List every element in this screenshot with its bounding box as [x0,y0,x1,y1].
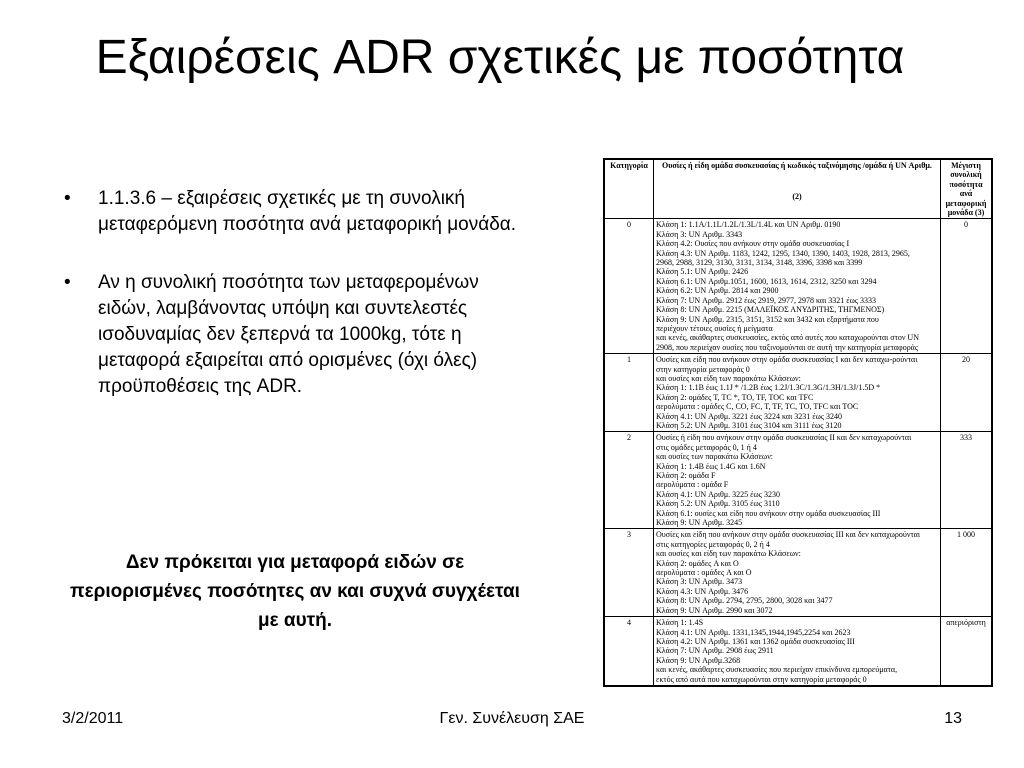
table-cell-max-quantity: απεριόριστη [941,617,993,686]
table-row [604,617,992,686]
table-cell-line: και ουσίες και είδη των παρακάτω Κλάσεων: [656,373,801,383]
bullet-text: 1.1.3.6 – εξαιρέσεις σχετικές με τη συνολική μεταφερόμενη ποσότητα ανά μεταφορική μονάδα. [98,188,517,235]
footer-title: Γεν. Συνέλευση ΣΑΕ [439,710,585,727]
table-header-row [604,159,992,219]
table-cell-substances [654,354,941,432]
table-cell-category: 3 [604,529,654,617]
table-cell-line: και κενές, ακάθαρτες συσκευασίες, εκτός από αυτές που καταχωρούνται στον UN [656,333,919,343]
table-cell-substances [654,432,941,529]
table-cell-line: Κλάση 1: 1.1A/1.1L/1.2L/1.3L/1.4L και UN Αριθμ. 0190 [656,220,841,230]
table-body [604,219,992,686]
table-cell-substances [654,529,941,617]
table-cell-line: Κλάση 4.1: UN Αριθμ. 1331,1345,1944,1945,2254 και 2623 [656,627,851,637]
table-cell-line: αερολύματα : ομάδες C, CO, FC, T, TF, TC, TO, TFC και TOC [656,402,859,412]
table-cell-line: Κλάση 9: UN Αριθμ. 2315, 3151, 3152 και 3432 και εξαρτήματα που [656,314,879,324]
table-cell-line: 2908, που περιείχαν ουσίες που ταξινομούνται σε αυτή την κατηγορία μεταφοράς [656,342,919,352]
adr-quantity-table [603,158,993,687]
table-cell-line: στην κατηγορία μεταφοράς 0 [656,364,750,374]
table-cell-line: Κλάση 5.2: UN Αριθμ. 3105 έως 3110 [656,499,780,509]
table-cell-line: Κλάση 9: UN Αριθμ. 2990 και 3072 [656,605,773,615]
table-cell-line: στις κατηγορίες μεταφοράς 0, 2 ή 4 [656,539,770,549]
bullet-list [64,186,524,432]
bullet-item [64,270,524,400]
header-category: Κατηγορία [604,159,654,219]
table-cell-line: Κλάση 8: UN Αριθμ. 2794, 2795, 2800, 3028 και 3477 [656,596,833,606]
table-cell-line: και ουσίες των παρακάτω Κλάσεων: [656,452,774,462]
table-cell-line: Κλάση 3: UN Αριθμ. 3473 [656,577,743,587]
table-cell-category: 2 [604,432,654,529]
table-cell-line: Κλάση 2: ομάδα F [656,471,716,480]
header-substances-text: Ουσίες ή είδη ομάδα συσκευασίας ή κωδικός ταξινόμησης /ομάδα ή UN Αριθμ. [662,161,932,170]
table-cell-line: εκτός από αυτά που καταχωρούνται στην κατηγορία μεταφοράς 0 [656,674,867,684]
table-cell-line: Κλάση 6.1: ουσίες και είδη που ανήκουν στην ομάδα συσκευασίας III [656,508,881,518]
footer-page-number: 13 [944,710,962,727]
table-cell-line: Κλάση 9: UN Αριθμ. 3245 [656,518,743,528]
table-cell-line: Κλάση 1: 1.4B έως 1.4G και 1.6N [656,461,766,471]
table-cell-line: Κλάση 4.1: UN Αριθμ. 3221 έως 3224 και 3231 έως 3240 [656,411,843,421]
table-cell-line: Ουσίες ή είδη που ανήκουν στην ομάδα συσκευασίας II και δεν καταχωρούνται [656,433,912,443]
table-cell-line: Κλάση 7: UN Αριθμ. 2912 έως 2919, 2977, 2978 και 3321 έως 3333 [656,295,877,305]
table-cell-line: Κλάση 6.1: UN Αριθμ.1051, 1600, 1613, 1614, 2312, 3250 και 3294 [656,276,877,286]
table-cell-max-quantity: 0 [941,219,993,354]
table-cell-line: αερολύματα : ομάδες A και O [656,568,752,578]
emphasis-note: Δεν πρόκειται για μεταφορά ειδών σε περιορισμένες ποσότητες αν και συχνά συγχέεται με αυτή. [70,552,520,631]
table-cell-line: Κλάση 6.2: UN Αριθμ. 2814 και 2900 [656,286,779,296]
table-cell-line: Ουσίες και είδη που ανήκουν στην ομάδα συσκευασίας I και δεν καταχω-ρούνται [656,355,918,365]
table-cell-substances [654,617,941,686]
table-cell-line: Κλάση 5.1: UN Αριθμ. 2426 [656,267,749,277]
table-cell-line: Κλάση 5.2: UN Αριθμ. 3101 έως 3104 και 3111 έως 3120 [656,420,842,430]
footer-date: 3/2/2011 [62,710,124,727]
table-cell-line: Κλάση 4.2: Ουσίες που ανήκουν στην ομάδα συσκευασίας I [656,239,850,249]
table-cell-line: Κλάση 7: UN Αριθμ. 2908 έως 2911 [656,646,774,656]
table-row [604,529,992,617]
table-cell-line: Κλάση 2: ομάδες T, TC *, TO, TF, TOC και TFC [656,392,814,402]
table-cell-substances [654,219,941,354]
table-row [604,219,992,354]
table-cell-line: και ουσίες και είδη των παρακάτω Κλάσεων: [656,549,801,559]
table-cell-line: Ουσίες και είδη που ανήκουν στην ομάδα συσκευασίας III και δεν καταχωρούνται [656,530,921,540]
table-cell-category: 1 [604,354,654,432]
table-cell-line: αερολύματα : ομάδα F [656,480,729,490]
bullet-mark: • [64,272,71,293]
table-cell-line: Κλάση 8: UN Αριθμ. 2215 (ΜΑΛΕΪΚΟΣ ΑΝΥΔΡΙΤΗΣ, ΤΗΓΜΕΝΟΣ) [656,305,885,315]
table-cell-max-quantity: 1 000 [941,529,993,617]
table-cell-line: περιέχουν τέτοιες ουσίες ή μείγματα [656,323,773,333]
header-substances-note: (2) [792,192,802,202]
table-cell-line: Κλάση 3: UN Αριθμ. 3343 [656,229,743,239]
slide-title: Εξαιρέσεις ADR σχετικές με ποσότητα [95,31,905,84]
table-cell-line: Κλάση 2: ομάδες A και O [656,558,739,568]
bullet-text: Αν η συνολική ποσότητα των μεταφερομένων ειδών, λαμβάνοντας υπόψη και συντελεστές ισοδυναμίας δεν ξεπερνά τα 1000kg, τότε η μεταφορά εξαιρείται από ορισμένες (όχι όλες) προϋποθέσεις της ADR. [98,272,479,397]
table-cell-max-quantity: 333 [941,432,993,529]
table-cell-max-quantity: 20 [941,354,993,432]
table-cell-line: 2968, 2988, 3129, 3130, 3131, 3134, 3148, 3396, 3398 και 3399 [656,258,863,268]
header-max-quantity: Μέγιστη συνολική ποσότητα ανά μεταφορική μονάδα (3) [941,159,993,219]
table-cell-line: και κενές, ακάθαρτες συσκευασίες που περιείχαν επικίνδυνα εμπορεύματα, [656,665,898,675]
table-cell-line: Κλάση 9: UN Αριθμ.3268 [656,655,741,665]
table-cell-line: Κλάση 4.3: UN Αριθμ. 1183, 1242, 1295, 1340, 1390, 1403, 1928, 2813, 2965, [656,248,910,258]
table-cell-category: 4 [604,617,654,686]
table-cell-line: Κλάση 4.2: UN Αριθμ. 1361 και 1362 ομάδα συσκευασίας III [656,636,855,646]
table-cell-line: Κλάση 4.3: UN Αριθμ. 3476 [656,586,749,596]
bullet-item [64,186,524,238]
table-cell-line: στις ομάδες μεταφοράς 0, 1 ή 4 [656,442,757,452]
table-cell-category: 0 [604,219,654,354]
table-cell-line: Κλάση 4.1: UN Αριθμ. 3225 έως 3230 [656,489,780,499]
table-cell-line: Κλάση 1: 1.1B έως 1.1J * /1.2B έως 1.2J/1.3C/1.3G/1.3H/1.3J/1.5D * [656,383,881,393]
table-row [604,432,992,529]
table-cell-line: Κλάση 1: 1.4S [656,618,704,628]
bullet-mark: • [64,188,71,209]
header-substances [654,159,941,219]
table-row [604,354,992,432]
